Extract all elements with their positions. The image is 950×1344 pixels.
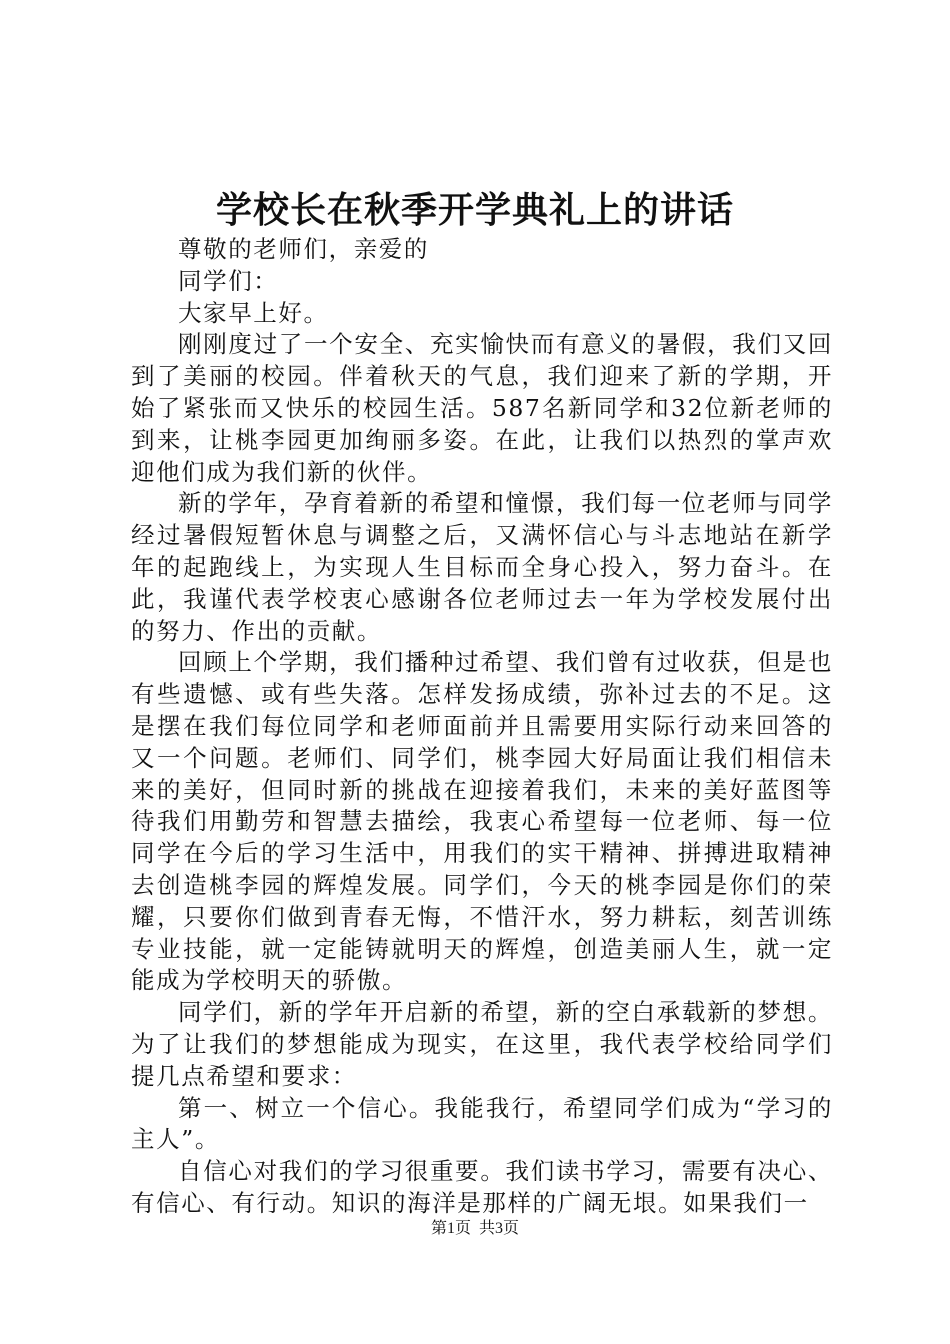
paragraph-greeting-2: 同学们： xyxy=(178,266,279,295)
page-total: 共3页 xyxy=(479,1220,520,1237)
paragraph: 新的学年，孕育着新的希望和憧憬，我们每一位老师与同学经过暑假短暂休息与调整之后，又满怀信心与斗志地站在新学年的起跑线上，为实现人生目标而全身心投入，努力奋斗。在此，我谨代表学校衷心感谢各位老师过去一年为学校发展付出的努力、作出的贡献。 xyxy=(131,489,833,645)
paragraph: 刚刚度过了一个安全、充实愉快而有意义的暑假，我们又回到了美丽的校园。伴着秋天的气息，我们迎来了新的学期，开始了紧张而又快乐的校园生活。587名新同学和32位新老师的到来，让桃李园更加绚丽多姿。在此，让我们以热烈的掌声欢迎他们成为我们新的伙伴。 xyxy=(131,330,833,486)
page-footer xyxy=(0,1218,950,1240)
paragraph-greeting-3: 大家早上好。 xyxy=(178,298,329,327)
document-body xyxy=(131,234,833,1220)
paragraph: 同学们，新的学年开启新的希望，新的空白承载新的梦想。为了让我们的梦想能成为现实，在这里，我代表学校给同学们提几点希望和要求： xyxy=(131,998,833,1090)
paragraph: 自信心对我们的学习很重要。我们读书学习，需要有决心、有信心、有行动。知识的海洋是那样的广阔无垠。如果我们一 xyxy=(131,1157,833,1217)
document-title: 学校长在秋季开学典礼上的讲话 xyxy=(215,189,734,231)
page-number: 第1页 xyxy=(430,1220,471,1237)
paragraph: 第一、树立一个信心。我能我行，希望同学们成为“学习的主人”。 xyxy=(131,1093,833,1154)
paragraph-greeting-1: 尊敬的老师们，亲爱的 xyxy=(178,235,429,263)
paragraph: 回顾上个学期，我们播种过希望、我们曾有过收获，但是也有些遗憾、或有些失落。怎样发扬成绩，弥补过去的不足。这是摆在我们每位同学和老师面前并且需要用实际行动来回答的又一个问题。老师们、同学们，桃李园大好局面让我们相信未来的美好，但同时新的挑战在迎接着我们，未来的美好蓝图等待我们用勤劳和智慧去描绘，我衷心希望每一位老师、每一位同学在今后的学习生活中，用我们的实干精神、拼搏进取精神去创造桃李园的辉煌发展。同学们，今天的桃李园是你们的荣耀，只要你们做到青春无悔，不惜汗水，努力耕耘，刻苦训练专业技能，就一定能铸就明天的辉煌，创造美丽人生，就一定能成为学校明天的骄傲。 xyxy=(131,648,833,995)
